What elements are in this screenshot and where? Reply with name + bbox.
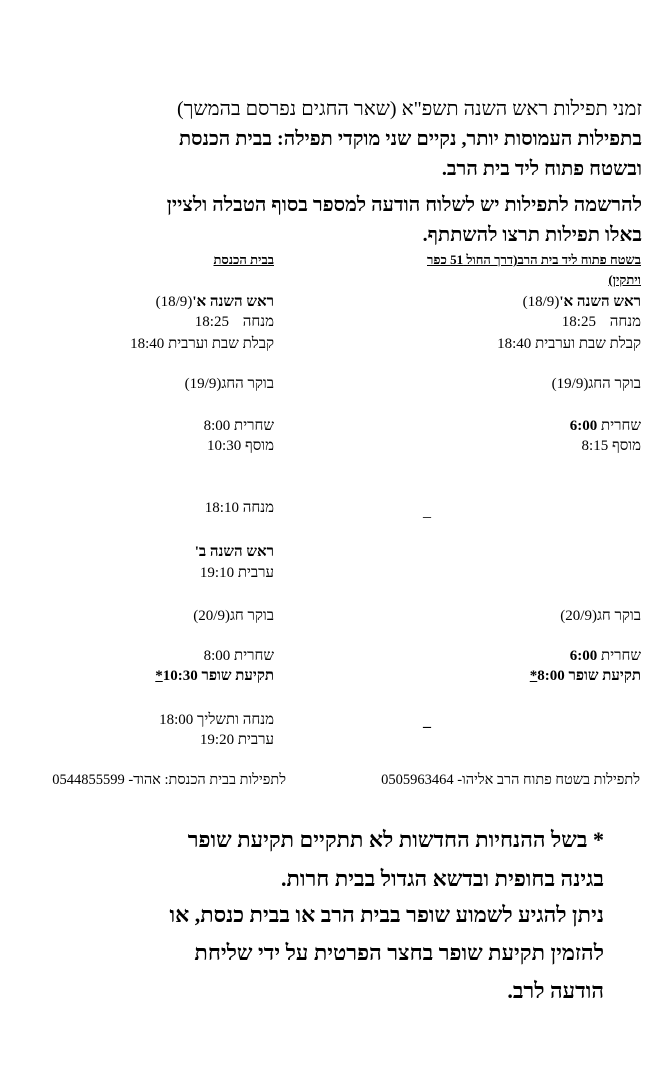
shul-rh2-row: ראש השנה ב' [194, 544, 274, 560]
rav-rh1-mincha-name: מנחה [609, 314, 641, 330]
rav-day2-shacharit-row [570, 648, 641, 665]
shul-day1-label: בוקר החג [221, 376, 274, 392]
shul-day2-shacharit-row [204, 648, 274, 665]
rav-day2-shofar-time: 8:00 [537, 668, 565, 684]
shul-rh1-kabbalat-time: 18:40 [130, 336, 165, 352]
intro-line-2: ובשטח פתוח ליד בית הרב. [441, 158, 642, 180]
rav-day2-shacharit-name: שחרית [601, 648, 641, 664]
shul-day2-shofar-name: תקיעת שופר [201, 668, 274, 684]
shul-rh2-arvit-row [200, 565, 274, 582]
rav-day2-shofar-name: תקיעת שופר [568, 668, 641, 684]
rav-day2-mincha-dash: – [423, 718, 431, 735]
shul-day2-mincha-name: מנחה ותשליך [197, 712, 274, 728]
intro-line-1: בתפילות העמוסות יותר, נקיים שני מוקדי תפילה: בבית הכנסת [178, 128, 642, 150]
shul-day1-mincha-time: 18:10 [204, 500, 239, 516]
page-title-note: (שאר החגים נפרסם בהמשך) [176, 98, 397, 120]
rav-day1-shacharit-name: שחרית [601, 418, 641, 434]
shul-day1-musaf-row [207, 438, 274, 455]
shul-column-header: בבית הכנסת [213, 252, 274, 267]
shul-day2-shofar-time: 10:30 [162, 668, 198, 684]
shul-day2-mincha-row [159, 712, 274, 729]
rav-day2-shofar-row [530, 668, 641, 685]
shul-day2-row [193, 608, 274, 625]
shul-day1-musaf-time: 10:30 [207, 438, 242, 454]
shul-day2-shofar-asterisk: * [155, 668, 163, 684]
shul-day1-shacharit-row [204, 418, 274, 435]
shul-rh1-label: ראש השנה א' [192, 294, 274, 310]
shul-day1-row [185, 376, 274, 393]
note-line-4: להזמין תקיעת שופר בחצר הפרטית על ידי שליחת [194, 940, 604, 965]
shul-rh1-mincha-time: 18:25 [194, 314, 229, 330]
rav-day2-shofar-asterisk: * [529, 668, 538, 684]
rav-rh1-label: ראש השנה א' [559, 294, 641, 310]
rav-day1-date: (19/9) [551, 376, 589, 392]
shul-day1-mincha-name: מנחה [242, 500, 274, 516]
rav-column-header-line1: בשטח פתוח ליד בית הרב(דרך החול 51 כפר [427, 252, 641, 267]
rav-rh1-mincha-row [562, 314, 641, 331]
rav-rh1-row [523, 294, 641, 311]
shul-day1-musaf-name: מוסף [244, 438, 274, 454]
rav-rh1-mincha-time: 18:25 [561, 314, 596, 330]
shul-day2-arvit-row [200, 732, 274, 749]
intro-line-3: להרשמה לתפילות יש לשלוח הודעה למספר בסוף הטבלה ולציין [166, 194, 642, 216]
rav-day1-label: בוקר החג [588, 376, 641, 392]
shul-rh1-kabbalat-name: קבלת שבת וערבית [168, 336, 274, 352]
intro-line-4: באלו תפילות תרצו להשתתף. [422, 224, 642, 246]
rav-rh1-date: (18/9) [522, 294, 560, 310]
shul-contact: לתפילות בבית הכנסת: אהוד- 0544855599 [52, 772, 286, 788]
shul-rh2-arvit-time: 19:10 [199, 565, 235, 581]
note-line-2: בגינה בחופית ובדשא הגדול בבית חרות. [280, 866, 604, 891]
rav-day2-label: בוקר חג [596, 608, 641, 624]
rav-contact: לתפילות בשטח פתוח הרב אליהו- 0505963464 [381, 772, 640, 788]
shul-day1-shacharit-name: שחרית [234, 418, 274, 434]
rav-day1-mincha-dash: _ [423, 503, 431, 520]
shul-rh2-arvit-name: ערבית [237, 565, 274, 581]
rav-day1-musaf-time: 8:15 [581, 438, 609, 454]
shul-day1-date: (19/9) [184, 376, 222, 392]
rav-day2-row [560, 608, 641, 625]
note-line-3: ניתן להגיע לשמוע שופר בבית הרב או בבית כנסת, או [169, 902, 604, 927]
rav-rh1-kabbalat-row [497, 336, 641, 353]
shul-rh1-date: (18/9) [155, 294, 193, 310]
shul-rh1-mincha-row [195, 314, 274, 331]
shul-rh1-kabbalat-row [130, 336, 274, 353]
page-title: זמני תפילות ראש השנה תשפ"א [401, 98, 642, 120]
rav-day1-shacharit-time: 6:00 [569, 418, 598, 434]
rav-day1-musaf-row [582, 438, 641, 455]
rav-rh1-kabbalat-time: 18:40 [497, 336, 532, 352]
shul-day2-shacharit-time: 8:00 [203, 648, 231, 664]
shul-rh1-row [156, 294, 274, 311]
page-title-line [177, 98, 642, 121]
rav-day2-shacharit-time: 6:00 [569, 648, 598, 664]
shul-day2-arvit-name: ערבית [237, 732, 274, 748]
shul-day2-arvit-time: 19:20 [199, 732, 235, 748]
rav-column-header-line2: ויתקין) [608, 272, 641, 287]
shul-day1-mincha-row [205, 500, 274, 517]
shul-day1-shacharit-time: 8:00 [203, 418, 231, 434]
rav-rh1-kabbalat-name: קבלת שבת וערבית [535, 336, 641, 352]
shul-rh1-mincha-name: מנחה [242, 314, 274, 330]
note-line-1: * בשל ההנחיות החדשות לא תתקיים תקיעת שופר [187, 827, 604, 852]
rav-day1-shacharit-row [570, 418, 641, 435]
rav-day1-musaf-name: מוסף [611, 438, 641, 454]
rav-day1-row [552, 376, 641, 393]
shul-day2-mincha-time: 18:00 [159, 712, 194, 728]
shul-day2-label: בוקר חג [229, 608, 274, 624]
shul-day2-shofar-row [155, 668, 274, 685]
shul-day2-shacharit-name: שחרית [234, 648, 274, 664]
rav-day2-date: (20/9) [560, 608, 597, 624]
shul-day2-date: (20/9) [193, 608, 230, 624]
note-line-5: הודעה לרב. [507, 978, 604, 1003]
